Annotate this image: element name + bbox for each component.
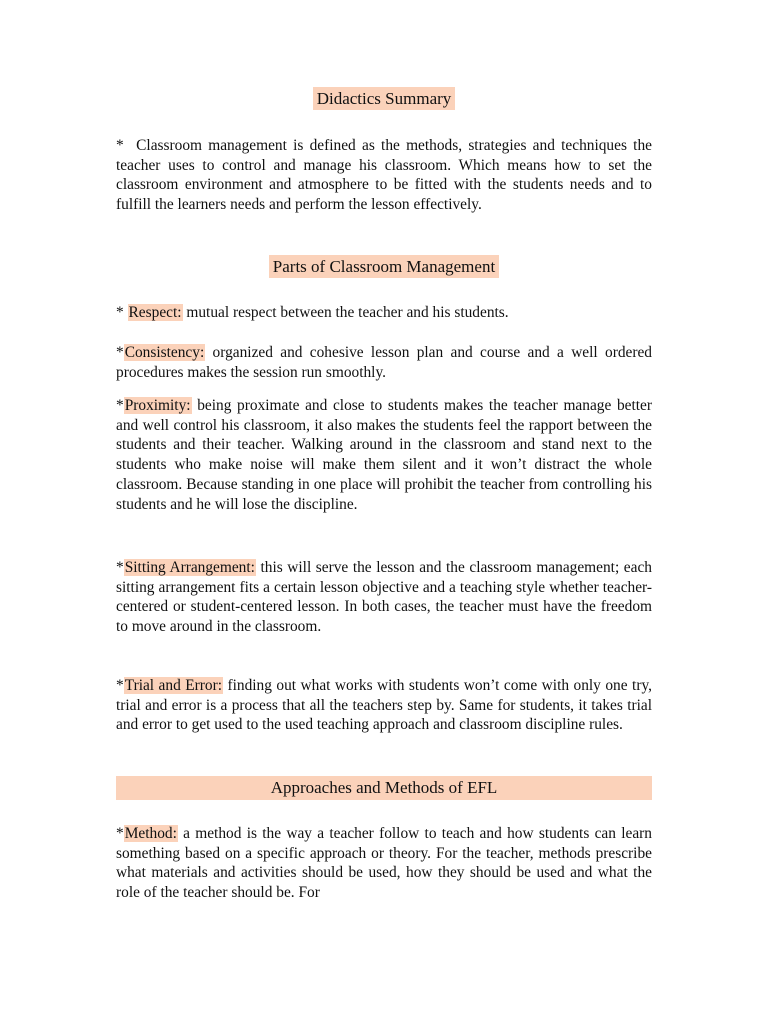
item-respect — [116, 303, 652, 323]
item-bullet: * — [116, 559, 124, 576]
item-bullet: * — [116, 677, 124, 694]
section-heading-approaches-text: Approaches and Methods of EFL — [270, 778, 498, 797]
item-bullet: * — [116, 304, 128, 321]
item-proximity — [116, 396, 652, 514]
item-label: Sitting Arrangement: — [124, 559, 255, 576]
item-text: mutual respect between the teacher and his students. — [182, 304, 509, 321]
item-text: being proximate and close to students makes the teacher manage better and well control his classroom, it also makes the students feel the rapport between the students and their teacher. Walking around in the classroom and stand next to the students who make noise will make them silent and it won’t distract the whole classroom. Because standing in one place will prohibit the teacher from controlling his students and he will lose the discipline. — [116, 397, 652, 513]
item-label: Respect: — [128, 304, 182, 321]
item-bullet: * — [116, 344, 124, 361]
intro-text: Classroom management is defined as the methods, strategies and techniques the teacher uses to control and manage his classroom. Which means how to set the classroom environment and atmosphere to be fitted with the students needs and to fulfill the learners needs and perform the lesson effectively. — [116, 137, 652, 214]
item-trial-and-error — [116, 676, 652, 735]
intro-bullet: * — [116, 137, 124, 154]
item-label: Consistency: — [124, 344, 205, 361]
item-label: Method: — [124, 825, 177, 842]
document-title — [116, 88, 652, 110]
section-heading-approaches — [116, 776, 652, 800]
item-text: finding out what works with students won’t come with only one try, trial and error is a process that all the teachers step by. Same for students, it takes trial and error to get used to the used teaching approach and classroom discipline rules. — [116, 677, 652, 734]
item-label: Trial and Error: — [124, 677, 222, 694]
section-heading-parts — [116, 256, 652, 278]
item-text: a method is the way a teacher follow to teach and how students can learn something based on a specific approach or theory. For the teacher, methods prescribe what materials and activities should be used, how they should be used and what the role of the teacher should be. For — [116, 825, 652, 902]
item-text: organized and cohesive lesson plan and course and a well ordered procedures makes the session run smoothly. — [116, 344, 652, 381]
item-label: Proximity: — [124, 397, 191, 414]
item-consistency — [116, 343, 652, 382]
item-method — [116, 824, 652, 903]
section-heading-parts-text: Parts of Classroom Management — [269, 255, 499, 278]
document-title-text: Didactics Summary — [313, 87, 456, 110]
item-bullet: * — [116, 397, 124, 414]
intro-paragraph — [116, 136, 652, 215]
item-text: this will serve the lesson and the classroom management; each sitting arrangement fits a certain lesson objective and a teaching style whether teacher-centered or student-centered lesson. In both cases, the teacher must have the freedom to move around in the classroom. — [116, 559, 652, 636]
item-sitting-arrangement — [116, 558, 652, 637]
item-bullet: * — [116, 825, 124, 842]
